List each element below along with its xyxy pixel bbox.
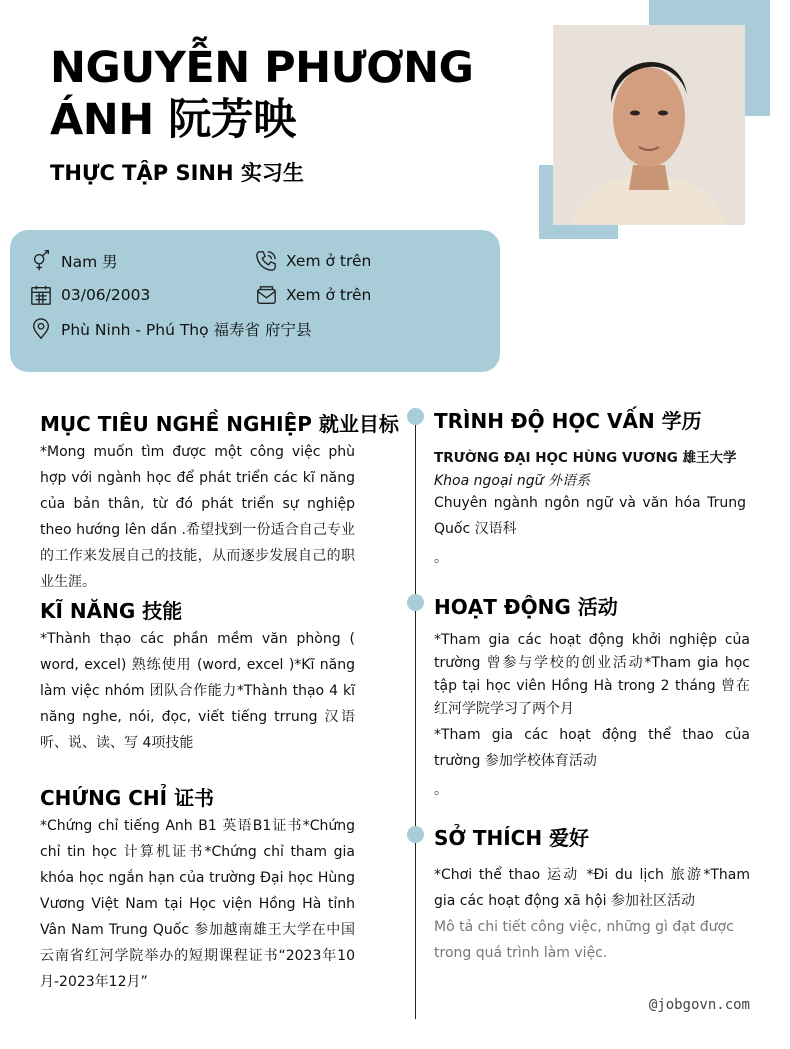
candidate-name (50, 42, 520, 146)
gender-icon (30, 250, 52, 272)
hobbies-text: *Chơi thể thao 运动 *Đi du lịch 旅游*Tham gia các hoạt động xã hội 参加社区活动 (434, 867, 750, 909)
calendar-icon (30, 284, 52, 306)
activities-heading: HOẠT ĐỘNG 活动 (434, 595, 618, 619)
faculty-name: Khoa ngoại ngữ 外语系 (434, 473, 590, 489)
profile-photo (553, 25, 745, 225)
email-text: Xem ở trên (286, 286, 372, 304)
location-pin-icon (30, 318, 52, 340)
timeline-dot-education (407, 408, 424, 425)
birthdate-text: 03/06/2003 (61, 286, 151, 304)
gender-text: Nam 男 (61, 253, 118, 271)
footer-watermark: @jobgovn.com (648, 997, 750, 1013)
education-end-mark: 。 (434, 550, 448, 566)
skills-heading: KĨ NĂNG 技能 (40, 599, 183, 623)
timeline-dot-activities (407, 594, 424, 611)
phone-text: Xem ở trên (286, 252, 372, 270)
school-name: TRƯỜNG ĐẠI HỌC HÙNG VƯƠNG 雄王大学 (434, 450, 737, 466)
portrait-image-icon (553, 25, 745, 225)
skills-text: *Thành thạo các phần mềm văn phòng ( word, excel) 熟练使用 (word, excel )*Kĩ năng làm việc nhóm 团队合作能力*Thành thạo 4 kĩ năng nghe, nói, đọc, viết tiếng trrung 汉语听、说、读、写 4项技能 (40, 631, 355, 751)
job-title: THỰC TẬP SINH 实习生 (50, 161, 304, 185)
contact-info-box (10, 230, 500, 372)
objective-heading: MỤC TIÊU NGHỀ NGHIỆP 就业目标 (40, 412, 399, 436)
name-line-1: NGUYỄN PHƯƠNG (50, 43, 474, 93)
activities-item-2: *Tham gia các hoạt động thể thao của trường 参加学校体育活动 (434, 727, 750, 769)
hobbies-heading: SỞ THÍCH 爱好 (434, 826, 590, 850)
contact-birthdate (30, 284, 150, 306)
certificates-text: *Chứng chỉ tiếng Anh B1 英语B1证书*Chứng chỉ tin học 计算机证书*Chứng chỉ tham gia khóa học ngắn hạn của trường Đại học Hùng Vương Việt Nam tại Học viện Hồng Hà tỉnh Vân Nam Trung Quốc 参加越南雄王大学在中国云南省红河学院举办的短期课程证书“2023年10月-2023年12月” (40, 818, 355, 990)
timeline-dot-hobbies (407, 826, 424, 843)
education-heading: TRÌNH ĐỘ HỌC VẤN 学历 (434, 409, 702, 433)
activities-end-mark: 。 (434, 782, 448, 798)
phone-icon (255, 250, 277, 272)
activities-item-1: *Tham gia các hoạt động khởi nghiệp của trường 曾参与学校的创业活动*Tham gia học tập tại học viên Hồng Hà trong 2 tháng 曾在红河学院学习了两个月 (434, 632, 750, 717)
certificates-heading: CHỨNG CHỈ 证书 (40, 786, 215, 810)
contact-phone (255, 250, 371, 272)
contact-email (255, 284, 371, 306)
contact-address (30, 318, 311, 340)
contact-gender (30, 250, 118, 272)
timeline-line (415, 415, 416, 1019)
major-text: Chuyên ngành ngôn ngữ và văn hóa Trung Quốc 汉语科 (434, 495, 746, 537)
email-icon (255, 284, 277, 306)
objective-text: *Mong muốn tìm được một công việc phù hợp với ngành học để phát triển các kĩ năng của bản thân, từ đó phát triển sự nghiệp theo hướng lên dần .希望找到一份适合自己专业的工作来发展自己的技能，从而逐步发展自己的职业生涯。 (40, 444, 355, 590)
hobbies-placeholder: Mô tả chi tiết công việc, những gì đạt được trong quá trình làm việc. (434, 919, 734, 961)
name-line-2: ÁNH 阮芳映 (50, 95, 296, 145)
address-text: Phù Ninh - Phú Thọ 福寿省 府宁县 (61, 321, 312, 339)
